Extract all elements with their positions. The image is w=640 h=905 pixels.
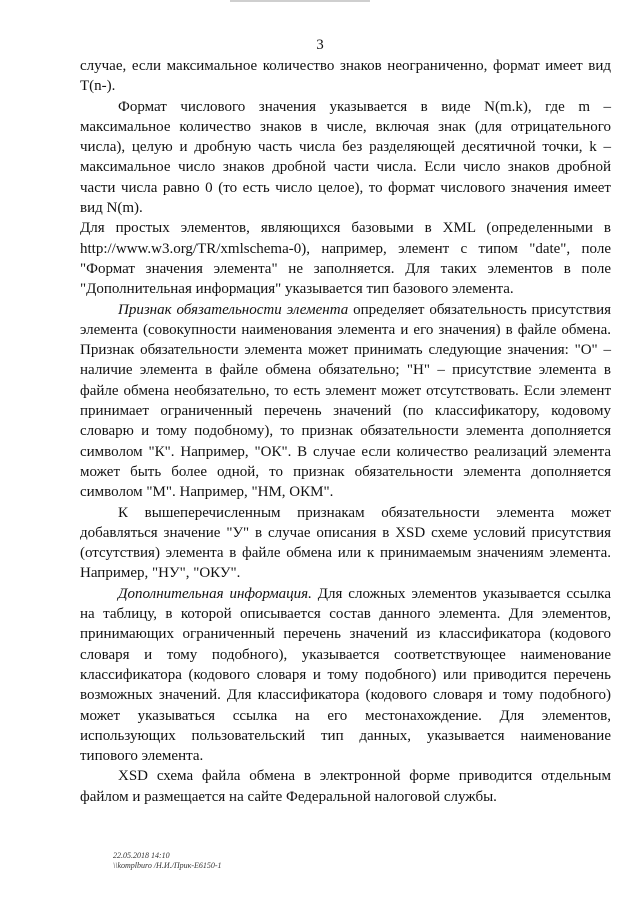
top-rule-divider <box>230 0 370 2</box>
page-number: 3 <box>316 37 324 53</box>
paragraph-4-text: определяет обязательность присутствия элемента (совокупности наименования элемента и его значения) в файле обмена. Признак обязательности элемента может принимать следующие значения: "О" – наличие элемента в файле обмена обязательно; "Н" – присутствие элемента в файле обмена необязательно, то есть элемент может отсутствовать. Если элемент принимает ограниченный перечень значений (по классификатору, кодовому словарю и тому подобному), то признак обязательности элемента дополняется символом "К". Например, "ОК". В случае если количество реализаций элемента может быть более одной, то признак обязательности элемента дополняется символом "М". Например, "НМ, ОКМ". <box>80 301 612 501</box>
footer-stamp <box>113 851 222 871</box>
footer-date: 22.05.2018 14:10 <box>113 851 170 860</box>
paragraph-7: XSD схема файла обмена в электронной форме приводится отдельным файлом и размещается на сайте Федеральной налоговой службы. <box>80 768 611 805</box>
paragraph-2: Формат числового значения указывается в виде N(m.k), где m – максимальное количество знаков в числе, включая знак (для отрицательного числа), целую и дробную часть числа без разделяющей десятичной точки, k – максимальное число знаков дробной части числа. Если число знаков дробной части числа равно 0 (то есть число целое), то формат числового значения имеет вид N(m). <box>80 98 611 217</box>
paragraph-4-italic-lead: Признак обязательности элемента <box>118 301 349 318</box>
paragraph-6-italic-lead: Дополнительная информация. <box>118 585 312 602</box>
paragraph-6 <box>80 584 611 767</box>
footer-path: \\komplburo /Н.И./Прик-Е6150-1 <box>113 861 222 870</box>
paragraph-5: К вышеперечисленным признакам обязательности элемента может добавляться значение "У" в случае описания в XSD схеме условий присутствия (отсутствия) элемента в файле обмена или к принимаемым значениям элемента. Например, "НУ", "ОКУ". <box>80 504 611 582</box>
paragraph-4 <box>80 300 611 503</box>
paragraph-6-text: Для сложных элементов указывается ссылка на таблицу, в которой описывается состав данного элемента. Для элементов, принимающих ограниченный перечень значений из классификатора (кодового словаря и тому подобного), указывается соответствующее наименование классификатора (кодового словаря и тому подобного) или приводится перечень возможных значений. Для классификатора (кодового словаря и тому подобного) может указываться ссылка на его местонахождение. Для элементов, использующих пользовательский тип данных, указывается наименование типового элемента. <box>80 585 611 765</box>
paragraph-1: случае, если максимальное количество знаков неограниченно, формат имеет вид T(n-). <box>80 58 611 95</box>
paragraph-3: Для простых элементов, являющихся базовыми в XML (определенными в http://www.w3.org/TR/xmlschema-0), например, элемент с типом "date", поле "Формат значения элемента" не заполняется. Для таких элементов в поле "Дополнительная информация" указывается тип базового элемента. <box>80 220 611 298</box>
body-text <box>80 56 611 807</box>
